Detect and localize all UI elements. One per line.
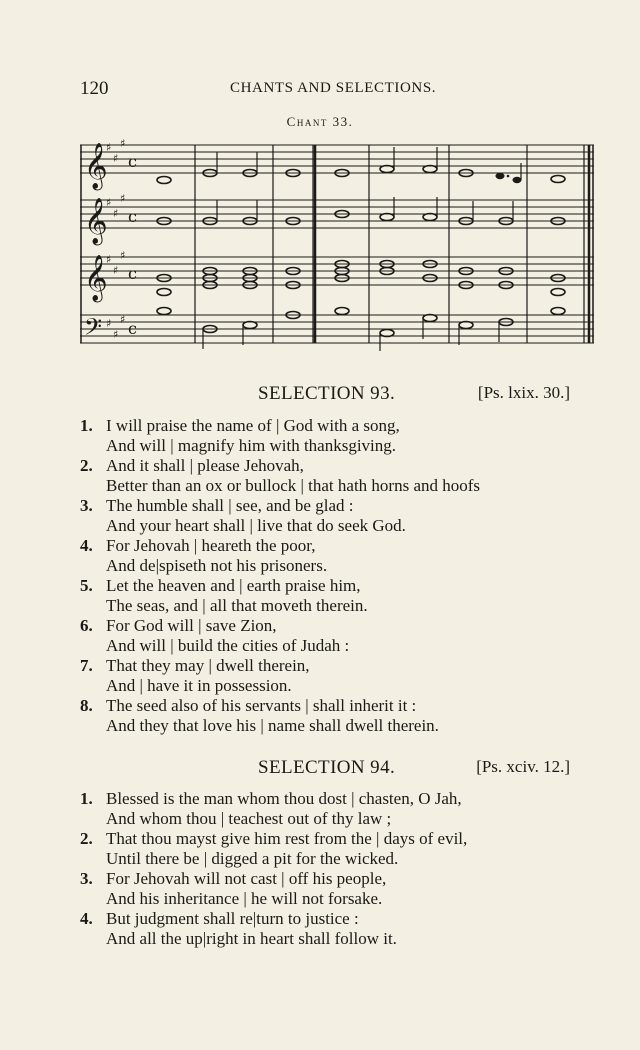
verse-item xyxy=(80,456,580,496)
verse-item xyxy=(80,496,580,536)
svg-text:♯: ♯ xyxy=(120,192,126,205)
verse-line: For Jehovah will not cast | off his people, xyxy=(106,869,387,888)
verse-line: And will | magnify him with thanksgiving. xyxy=(106,436,397,455)
selection-93-title: SELECTION 93. xyxy=(258,383,396,404)
staff-2 xyxy=(80,200,594,228)
chant-music-score xyxy=(80,135,600,355)
selection-93-verses xyxy=(80,416,580,736)
svg-text:c: c xyxy=(128,264,137,283)
verse-number: 4. xyxy=(80,909,93,928)
verse-number: 6. xyxy=(80,616,93,635)
verse-number: 3. xyxy=(80,496,93,515)
selection-94-title: SELECTION 94. xyxy=(258,757,396,778)
staff-1 xyxy=(80,145,594,173)
treble-clef-icon: 𝄞 xyxy=(84,255,108,301)
verse-number: 1. xyxy=(80,416,93,435)
svg-text:c: c xyxy=(128,207,137,226)
verse-line: For God will | save Zion, xyxy=(106,616,277,635)
verse-item xyxy=(80,656,580,696)
verse-line: And his inheritance | he will not forsake. xyxy=(106,889,383,908)
svg-text:c: c xyxy=(128,152,137,171)
verse-item xyxy=(80,616,580,656)
verse-line: And whom thou | teachest out of thy law ; xyxy=(106,809,392,828)
svg-text:♯: ♯ xyxy=(106,317,112,330)
svg-text:c: c xyxy=(128,319,137,338)
verse-line: And | have it in possession. xyxy=(106,676,292,695)
verse-line: And all the up|right in heart shall follow it. xyxy=(106,929,397,948)
verse-line: The seas, and | all that moveth therein. xyxy=(106,596,368,615)
svg-text:♯: ♯ xyxy=(120,137,126,150)
verse-line: And de|spiseth not his prisoners. xyxy=(106,556,328,575)
verse-item xyxy=(80,909,580,949)
svg-text:♯: ♯ xyxy=(113,152,119,165)
verse-line: But judgment shall re|turn to justice : xyxy=(106,909,359,928)
verse-line: And they that love his | name shall dwell therein. xyxy=(106,716,439,735)
verse-line: Let the heaven and | earth praise him, xyxy=(106,576,361,595)
verse-number: 2. xyxy=(80,456,93,475)
verse-line: The seed also of his servants | shall inherit it : xyxy=(106,696,417,715)
verse-line: For Jehovah | heareth the poor, xyxy=(106,536,316,555)
staff-4 xyxy=(80,315,594,343)
verse-line: And will | build the cities of Judah : xyxy=(106,636,350,655)
verse-line: Until there be | digged a pit for the wicked. xyxy=(106,849,399,868)
verse-item xyxy=(80,789,580,829)
chant-title: Chant 33. xyxy=(286,114,354,129)
selection-94-reference: [Ps. xciv. 12.] xyxy=(476,757,570,776)
verse-item xyxy=(80,869,580,909)
verse-item xyxy=(80,696,580,736)
running-title: CHANTS AND SELECTIONS. xyxy=(230,80,437,96)
verse-line: That they may | dwell therein, xyxy=(106,656,310,675)
verse-number: 4. xyxy=(80,536,93,555)
verse-number: 5. xyxy=(80,576,93,595)
verse-number: 8. xyxy=(80,696,93,715)
verse-line: The humble shall | see, and be glad : xyxy=(106,496,354,515)
treble-clef-icon: 𝄞 xyxy=(84,198,108,244)
verse-line: And your heart shall | live that do seek God. xyxy=(106,516,406,535)
svg-text:♯: ♯ xyxy=(113,207,119,220)
svg-text:♯: ♯ xyxy=(113,264,119,277)
treble-clef-icon: 𝄞 xyxy=(84,143,108,189)
verse-number: 1. xyxy=(80,789,93,808)
verse-item xyxy=(80,576,580,616)
verse-line: That thou mayst give him rest from the | days of evil, xyxy=(106,829,468,848)
selection-94-verses xyxy=(80,789,580,949)
verse-line: Better than an ox or bullock | that hath horns and hoofs xyxy=(106,476,481,495)
verse-item xyxy=(80,416,580,456)
selection-93-header xyxy=(80,383,570,407)
svg-text:♯: ♯ xyxy=(120,249,126,262)
svg-text:♯: ♯ xyxy=(106,196,112,209)
verse-line: And it shall | please Jehovah, xyxy=(106,456,304,475)
svg-text:♯: ♯ xyxy=(120,313,126,326)
verse-number: 3. xyxy=(80,869,93,888)
verse-item xyxy=(80,536,580,576)
verse-line: Blessed is the man whom thou dost | chasten, O Jah, xyxy=(106,789,462,808)
svg-text:♯: ♯ xyxy=(113,328,119,341)
selection-93-reference: [Ps. lxix. 30.] xyxy=(477,383,570,402)
verse-item xyxy=(80,829,580,869)
page-number: 120 xyxy=(80,78,109,99)
verse-number: 2. xyxy=(80,829,93,848)
running-head xyxy=(80,78,550,100)
bass-clef-icon: 𝄢 xyxy=(84,313,103,346)
svg-text:♯: ♯ xyxy=(106,253,112,266)
verse-line: I will praise the name of | God with a song, xyxy=(106,416,400,435)
svg-text:♯: ♯ xyxy=(106,141,112,154)
selection-94-header xyxy=(80,757,570,781)
verse-number: 7. xyxy=(80,656,93,675)
